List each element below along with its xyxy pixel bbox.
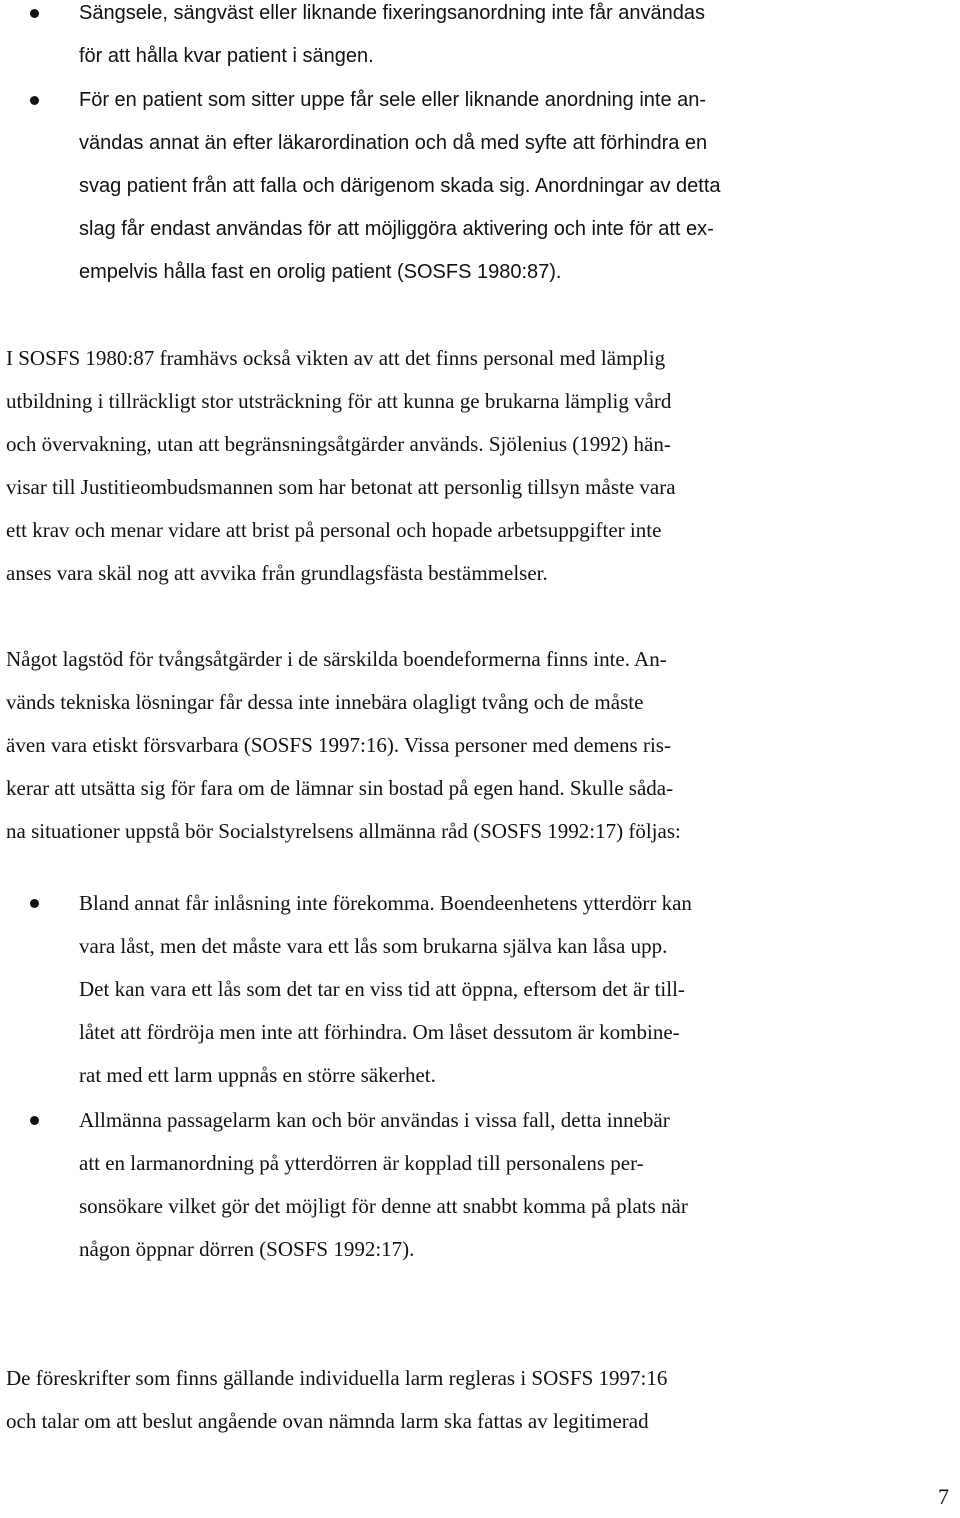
text-line: Sängsele, sängväst eller liknande fixeringsanordning inte får användas: [79, 2, 705, 24]
text-line: vara låst, men det måste vara ett lås som brukarna själva kan låsa upp.: [79, 934, 668, 958]
text-line: kerar att utsätta sig för fara om de lämnar sin bostad på egen hand. Skulle såda-: [6, 776, 674, 800]
text-line: och talar om att beslut angående ovan nämnda larm ska fattas av legitimerad: [6, 1409, 649, 1433]
text-line: Allmänna passagelarm kan och bör användas i vissa fall, detta innebär: [79, 1108, 670, 1132]
text-line: även vara etiskt försvarbara (SOSFS 1997:16). Vissa personer med demens ris-: [6, 733, 671, 757]
text-line: vänds tekniska lösningar får dessa inte innebära olagligt tvång och de måste: [6, 690, 644, 714]
text-line: rat med ett larm uppnås en större säkerhet.: [79, 1063, 436, 1087]
text-line: Bland annat får inlåsning inte förekomma. Boendeenhetens ytterdörr kan: [79, 891, 692, 915]
text-line: I SOSFS 1980:87 framhävs också vikten av att det finns personal med lämplig: [6, 346, 666, 370]
text-line: för att hålla kvar patient i sängen.: [79, 45, 374, 67]
page-number: 7: [938, 1484, 949, 1509]
text-line: att en larmanordning på ytterdörren är kopplad till personalens per-: [79, 1151, 644, 1175]
bullet-marker: [30, 96, 39, 105]
text-line: vändas annat än efter läkarordination och då med syfte att förhindra en: [79, 132, 708, 154]
bullet-marker: [30, 1116, 39, 1125]
text-line: Det kan vara ett lås som det tar en viss tid att öppna, eftersom det är till-: [79, 977, 685, 1001]
text-line: För en patient som sitter uppe får sele eller liknande anordning inte an-: [79, 89, 707, 111]
text-line: visar till Justitieombudsmannen som har betonat att personlig tillsyn måste vara: [6, 475, 676, 499]
bullet-marker: [30, 899, 39, 908]
text-line: na situationer uppstå bör Socialstyrelsens allmänna råd (SOSFS 1992:17) följas:: [6, 819, 681, 843]
text-line: slag får endast användas för att möjliggöra aktivering och inte för att ex-: [79, 218, 714, 240]
text-line: och övervakning, utan att begränsningsåtgärder används. Sjölenius (1992) hän-: [6, 432, 671, 456]
text-line: empelvis hålla fast en orolig patient (SOSFS 1980:87).: [79, 261, 562, 283]
text-line: låtet att fördröja men inte att förhindra. Om låset dessutom är kombine-: [79, 1020, 680, 1044]
text-line: svag patient från att falla och därigenom skada sig. Anordningar av detta: [79, 175, 721, 197]
text-line: De föreskrifter som finns gällande individuella larm regleras i SOSFS 1997:16: [6, 1366, 668, 1390]
bullet-marker: [30, 9, 39, 18]
text-line: ett krav och menar vidare att brist på personal och hopade arbetsuppgifter inte: [6, 518, 662, 542]
text-line: anses vara skäl nog att avvika från grundlagsfästa bestämmelser.: [6, 561, 548, 585]
text-line: sonsökare vilket gör det möjligt för denne att snabbt komma på plats när: [79, 1194, 688, 1218]
text-line: någon öppnar dörren (SOSFS 1992:17).: [79, 1237, 415, 1261]
text-line: Något lagstöd för tvångsåtgärder i de särskilda boendeformerna finns inte. An-: [6, 647, 667, 671]
text-line: utbildning i tillräckligt stor utsträckning för att kunna ge brukarna lämplig vård: [6, 389, 672, 413]
